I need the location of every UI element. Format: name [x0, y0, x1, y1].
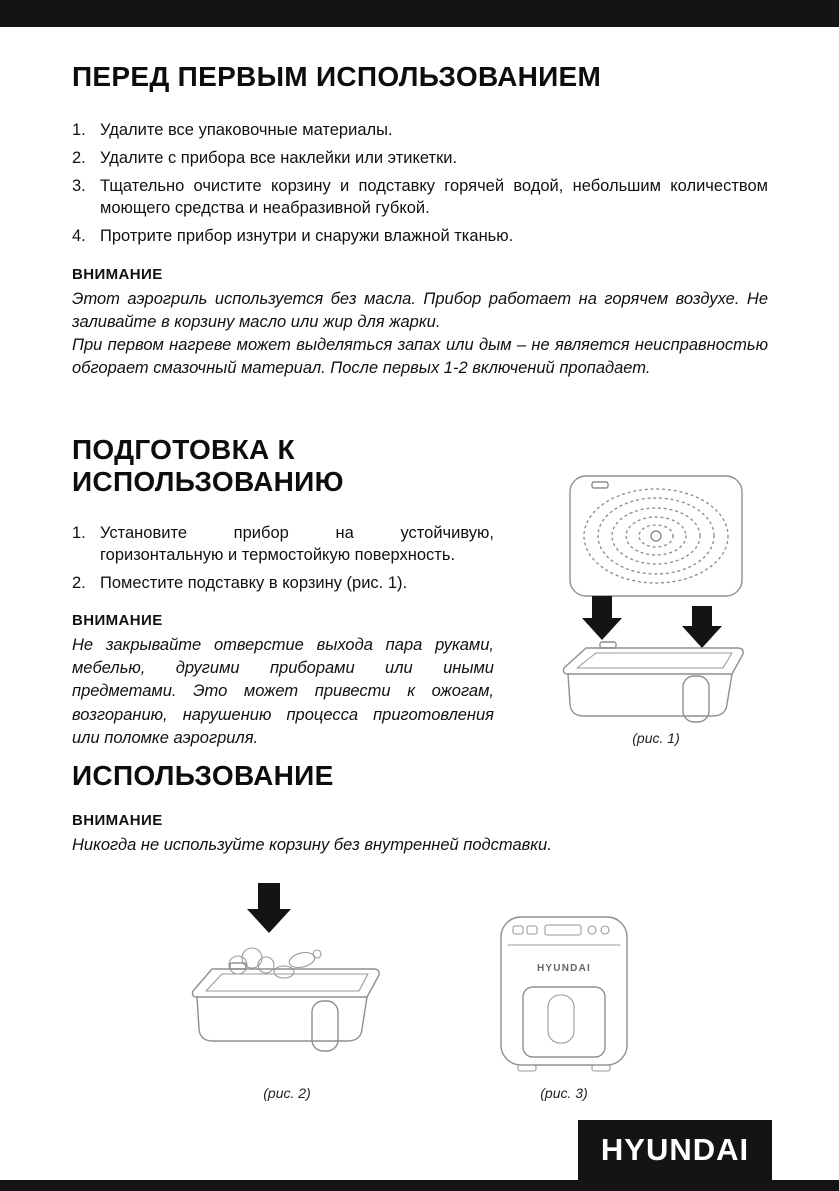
figure-caption: (рис. 1) [632, 729, 680, 746]
down-arrow-icon [247, 883, 291, 933]
section-title: ПОДГОТОВКА К ИСПОЛЬЗОВАНИЮ [72, 433, 344, 497]
basket-outline [564, 642, 744, 722]
basket-outline [193, 948, 380, 1051]
figures-row [72, 881, 768, 1101]
section-title: ИСПОЛЬЗОВАНИЕ [72, 759, 334, 791]
warning-text [72, 834, 768, 857]
preparation-text-column [72, 434, 494, 750]
bottom-border-bar [0, 1180, 839, 1191]
basket-with-food-illustration [172, 881, 402, 1081]
numbered-list [72, 119, 768, 248]
warning-text [72, 634, 494, 749]
list-item [72, 225, 768, 247]
warning-text [72, 288, 768, 380]
down-arrow-icon [682, 606, 722, 648]
list-item-number: 2. [72, 574, 86, 593]
list-item-text: Удалите все упаковочные материалы. [100, 121, 393, 139]
perforated-plate [570, 476, 742, 596]
list-item-number: 1. [72, 121, 86, 139]
top-border-bar [0, 0, 839, 27]
list-item [72, 119, 768, 141]
warning-paragraph: При первом нагреве может выделяться запах или дым – не является неисправностью обгорает смазочный материал. После первых 1-2 включений пропадает. [72, 335, 768, 377]
list-item-text: Поместите подставку в корзину (рис. 1). [100, 574, 408, 593]
warning-heading: ВНИМАНИЕ [72, 265, 163, 283]
figure-caption: (рис. 3) [540, 1085, 588, 1102]
list-item [72, 175, 768, 219]
list-item [72, 522, 494, 566]
list-item-text: Установите прибор на устойчивую, горизонтальную и термостойкую поверхность. [100, 523, 494, 565]
hyundai-logo: HYUNDAI [578, 1120, 772, 1180]
page-content [72, 27, 768, 1101]
warning-paragraph: Этот аэрогриль используется без масла. Прибор работает на горячем воздухе. Не заливайте в корзину масло или жир для жарки. [72, 289, 768, 331]
list-item [72, 572, 494, 594]
warning-heading: ВНИМАНИЕ [72, 612, 163, 630]
down-arrow-icon [582, 596, 622, 640]
section-preparation [72, 434, 768, 750]
air-fryer-body [501, 917, 627, 1071]
section-title: ПЕРЕД ПЕРВЫМ ИСПОЛЬЗОВАНИЕМ [72, 61, 602, 92]
list-item-text: Удалите с прибора все наклейки или этикетки. [100, 149, 458, 168]
section-usage [72, 760, 768, 1101]
numbered-list [72, 522, 494, 594]
warning-paragraph: Никогда не используйте корзину без внутренней подставки. [72, 835, 552, 854]
list-item [72, 147, 768, 169]
figure-3 [488, 897, 640, 1101]
list-item-text: Протрите прибор изнутри и снаружи влажной тканью. [100, 227, 514, 246]
air-fryer-front-illustration [488, 897, 640, 1081]
list-item-number: 2. [72, 149, 86, 168]
list-item-number: 1. [72, 523, 86, 542]
plate-into-basket-illustration [540, 474, 772, 726]
list-item-text: Тщательно очистите корзину и подставку горячей водой, небольшим количеством моющего средства и неабразивной губкой. [100, 177, 768, 218]
figure-1 [540, 474, 772, 746]
warning-paragraph: Не закрывайте отверстие выхода пара руками, мебелью, другими приборами или иными предметами. Это может привести к ожогам, возгоранию, нарушению процесса приготовления или поломке аэрогриля. [72, 636, 494, 747]
list-item-number: 4. [72, 227, 86, 246]
section-before-first-use [72, 61, 768, 380]
figure-2 [172, 881, 402, 1101]
figure-caption: (рис. 2) [263, 1085, 311, 1102]
list-item-number: 3. [72, 177, 86, 196]
warning-heading: ВНИМАНИЕ [72, 811, 163, 829]
device-brand-label: HYUNDAI [537, 963, 591, 975]
